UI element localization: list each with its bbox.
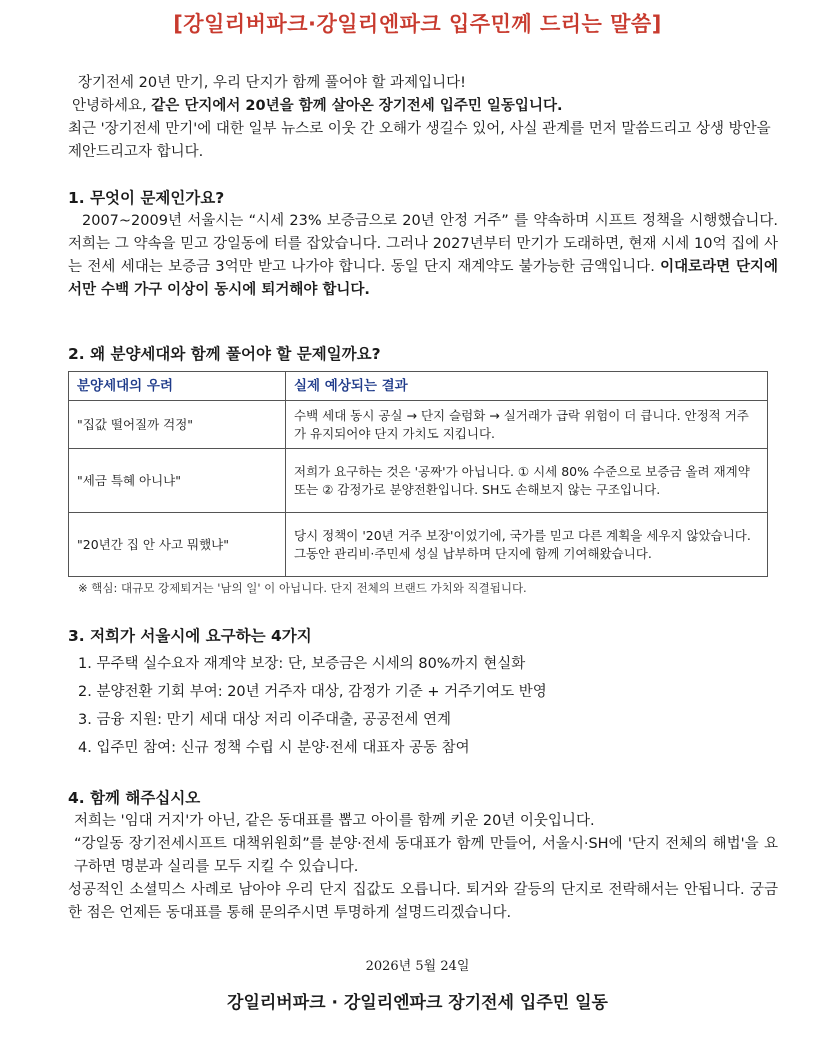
section-4-body (68, 810, 778, 925)
section-3-heading: 3. 저희가 서울시에 요구하는 4가지 (68, 627, 312, 645)
table-cell-result: 저희가 요구하는 것은 '공짜'가 아닙니다. ① 시세 80% 수준으로 보증금 올려 재계약 또는 ② 감정가로 분양전환입니다. SH도 손해보지 않는 구조입니다. (286, 449, 768, 513)
section-4-para-3: 성공적인 소셜믹스 사례로 남아야 우리 단지 집값도 오릅니다. 퇴거와 갈등의 단지로 전락해서는 안됩니다. 궁금한 점은 언제든 동대표를 통해 문의주시면 투명하게 설명드리겠습니다. (68, 882, 778, 921)
intro-line-2 (68, 95, 778, 118)
table-cell-result: 당시 정책이 '20년 거주 보장'이었기에, 국가를 믿고 다른 계획을 세우지 않았습니다. 그동안 관리비·주민세 성실 납부하며 단지에 함께 기여해왔습니다. (286, 513, 768, 577)
table-row (69, 401, 768, 449)
list-item: 1. 무주택 실수요자 재계약 보장: 단, 보증금은 시세의 80%까지 현실화 (78, 656, 526, 672)
section-1-text: 2007~2009년 서울시는 “시세 23% 보증금으로 20년 안정 거주” 를 약속하며 시프트 정책을 시행했습니다. 저희는 그 약속을 믿고 강일동에 터를 잡았습니다. 그러나 2027년부터 만기가 도래하면, 현재 시세 10억 집에 사는 전세 세대는 보증금 3억만 받고 나가야 합니다. 동일 단지 재계약도 불가능한 금액입니다. (68, 213, 778, 275)
section-4-para-1: 저희는 '임대 거지'가 아닌, 같은 동대표를 뽑고 아이를 함께 키운 20년 이웃입니다. (74, 813, 595, 829)
section-1-body (68, 210, 778, 302)
concern-table (68, 371, 768, 577)
section-2-heading: 2. 왜 분양세대와 함께 풀어야 할 문제일까요? (68, 345, 381, 363)
table-footnote: ※ 핵심: 대규모 강제퇴거는 '남의 일' 이 아닙니다. 단지 전체의 브랜드 가치와 직결됩니다. (78, 581, 527, 595)
table-header-row (69, 372, 768, 401)
intro-block (68, 72, 778, 164)
table-row (69, 513, 768, 577)
intro-line-2-prefix: 안녕하세요, (72, 98, 152, 114)
table-cell-concern: "집값 떨어질까 걱정" (69, 401, 286, 449)
list-item: 3. 금융 지원: 만기 세대 대상 저리 이주대출, 공공전세 연계 (78, 712, 451, 728)
document-date: 2026년 5월 24일 (365, 959, 470, 974)
demands-list (78, 650, 547, 762)
intro-line-2-bold: 같은 단지에서 20년을 함께 살아온 장기전세 입주민 일동입니다. (151, 98, 563, 114)
list-item: 4. 입주민 참여: 신규 정책 수립 시 분양·전세 대표자 공동 참여 (78, 740, 470, 756)
list-item: 2. 분양전환 기회 부여: 20년 거주자 대상, 감정가 기준 + 거주기여도 반영 (78, 684, 547, 700)
section-4-para-2: “강일동 장기전세시프트 대책위원회”를 분양·전세 동대표가 함께 만들어, 서울시·SH에 '단지 전체의 해법'을 요구하면 명분과 실리를 모두 지킬 수 있습니다. (74, 836, 778, 875)
intro-line-3: 최근 '장기전세 만기'에 대한 일부 뉴스로 이웃 간 오해가 생길수 있어, 사실 관계를 먼저 말씀드리고 상생 방안을 제안드리고자 합니다. (68, 121, 771, 160)
signature: 강일리버파크 · 강일리엔파크 장기전세 입주민 일동 (227, 993, 608, 1013)
page-title: [강일리버파크·강일리엔파크 입주민께 드리는 말씀] (173, 12, 662, 36)
table-header-result: 실제 예상되는 결과 (286, 372, 768, 401)
table-cell-result: 수백 세대 동시 공실 → 단지 슬럼화 → 실거래가 급락 위험이 더 큽니다. 안정적 거주가 유지되어야 단지 가치도 지킵니다. (286, 401, 768, 449)
intro-line-1: 장기전세 20년 만기, 우리 단지가 함께 풀어야 할 과제입니다! (78, 75, 466, 91)
section-1-bold-text: 이대로라면 단지에서만 수백 가구 이상이 동시에 퇴거해야 합니다. (68, 259, 778, 298)
table-cell-concern: "세금 특혜 아니냐" (69, 449, 286, 513)
table-row (69, 449, 768, 513)
section-4-heading: 4. 함께 해주십시오 (68, 789, 201, 807)
table-cell-concern: "20년간 집 안 사고 뭐했냐" (69, 513, 286, 577)
section-1-heading: 1. 무엇이 문제인가요? (68, 189, 225, 207)
table-header-concern: 분양세대의 우려 (69, 372, 286, 401)
